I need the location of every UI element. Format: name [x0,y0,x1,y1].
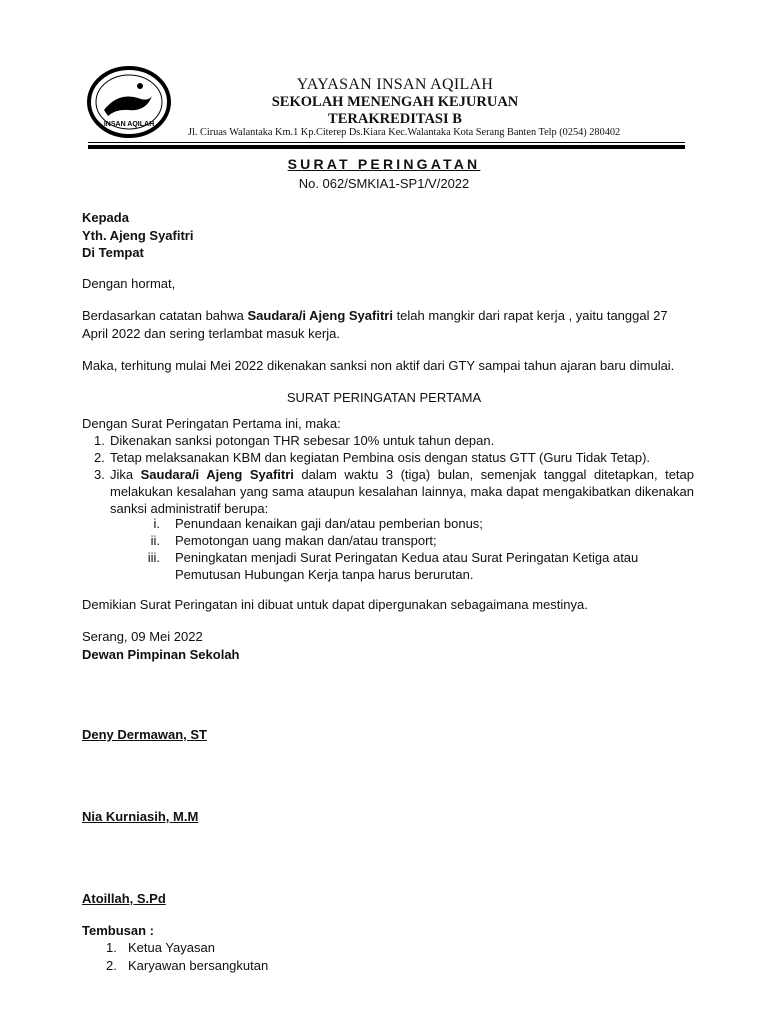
svg-text:INSAN AQILAH: INSAN AQILAH [103,121,155,128]
list-item: ii. Pemotongan uang makan dan/atau transport; [150,533,437,548]
list-intro: Dengan Surat Peringatan Pertama ini, maka: [82,416,341,431]
section-title: SURAT PERINGATAN PERTAMA [286,390,482,405]
school-logo [86,66,172,138]
school-name: SEKOLAH MENENGAH KEJURUAN [271,94,519,110]
greeting: Dengan hormat, [82,276,176,291]
recipient-name: Yth. Ajeng Syafitri [82,228,194,243]
school-address: Jl. Ciruas Walantaka Km.1 Kp.Citerep Ds.Kiara Kec.Walantaka Kota Serang Banten Telp (0254) 280402 [188,127,621,138]
letterhead-divider-thick [88,145,685,149]
list-item: 3. Jika Saudara/i Ajeng Syafitri dalam waktu 3 (tiga) bulan, semenjak tanggal ditetapkan, tetap melakukan kesalahan yang sama ataupun kesalahan lainnya, maka dapat mengakibatkan dikenakan sanksi administratif berupa: [94,467,694,516]
administrative-sanctions [138,515,658,583]
foundation-name: YAYASAN INSAN AQILAH [296,76,494,93]
closing-statement: Demikian Surat Peringatan ini dibuat untuk dapat dipergunakan sebagaimana mestinya. [82,597,588,612]
signatory-organization: Dewan Pimpinan Sekolah [82,647,240,662]
letter-title: SURAT PERINGATAN [287,156,481,172]
list-item: 2. Tetap melaksanakan KBM dan kegiatan Pembina osis dengan status GTT (Guru Tidak Tetap). [94,450,651,465]
date-place: Serang, 09 Mei 2022 [82,629,203,644]
list-item: i. Penundaan kenaikan gaji dan/atau pemberian bonus; [153,516,483,531]
cc-title: Tembusan : [82,923,154,938]
accreditation: TERAKREDITASI B [328,111,462,127]
letterhead-divider-thin [88,142,685,143]
sanction-list [82,432,694,517]
document-number: No. 062/SMKIA1-SP1/V/2022 [298,176,470,191]
recipient-place: Di Tempat [82,245,144,260]
signatory-name: Atoillah, S.Pd [82,891,166,906]
signatory-name: Nia Kurniasih, M.M [82,809,199,824]
paragraph-reason: Berdasarkan catatan bahwa Saudara/i Ajeng Syafitri telah mangkir dari rapat kerja , yaitu tanggal 27 April 2022 dan sering terlambat masuk kerja. [82,308,668,341]
recipient-to: Kepada [82,210,129,225]
list-item: 1. Dikenakan sanksi potongan THR sebesar 10% untuk tahun depan. [94,433,495,448]
signatory-name: Deny Dermawan, ST [82,727,207,742]
list-item: 1. Ketua Yayasan [106,940,215,955]
paragraph-sanction: Maka, terhitung mulai Mei 2022 dikenakan sanksi non aktif dari GTY sampai tahun ajaran baru dimulai. [82,358,675,373]
list-item: iii. Peningkatan menjadi Surat Peringatan Kedua atau Surat Peringatan Ketiga atau Pemutusan Hubungan Kerja tanpa harus berurutan. [147,550,639,582]
list-item: 2. Karyawan bersangkutan [106,958,269,973]
cc-list [82,939,268,975]
